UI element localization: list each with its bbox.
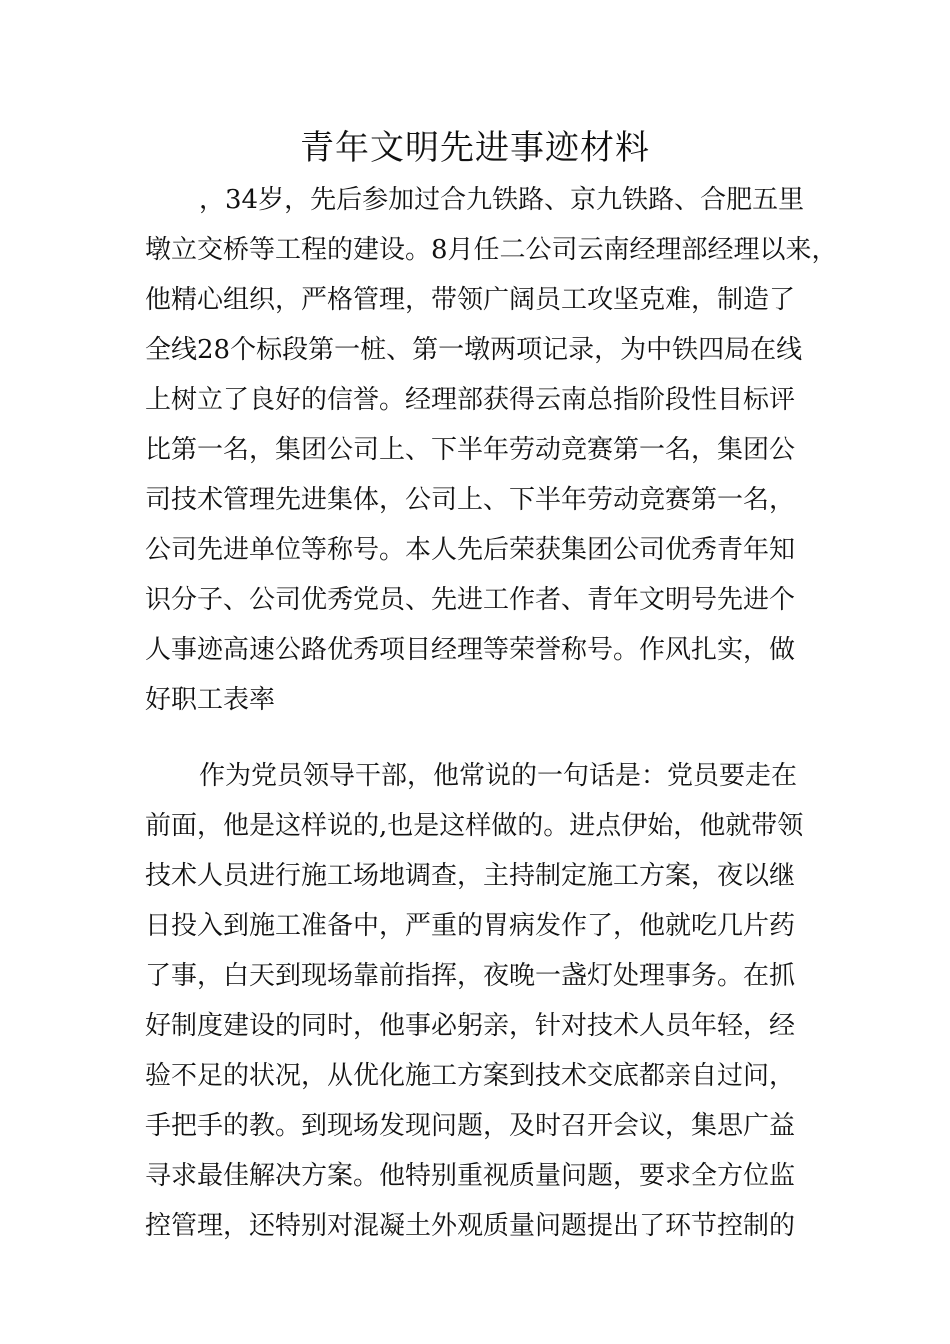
text-line: 墩立交桥等工程的建设。8月任二公司云南经理部经理以来， (145, 235, 838, 265)
text-line: 公司先进单位等称号。本人先后荣获集团公司优秀青年知 (145, 535, 796, 565)
text-line: 作为党员领导干部，他常说的一句话是：党员要走在 (199, 761, 798, 791)
text-line: 识分子、公司优秀党员、先进工作者、青年文明号先进个 (145, 585, 796, 615)
text-line: 了事，白天到现场靠前指挥，夜晚一盏灯处理事务。在抓 (145, 961, 796, 991)
paragraph-gap (145, 725, 825, 751)
text-line: 手把手的教。到现场发现问题，及时召开会议，集思广益 (145, 1111, 796, 1141)
document-body (145, 175, 838, 1251)
text-line: 上树立了良好的信誉。经理部获得云南总指阶段性目标评 (145, 385, 796, 415)
text-line: 日投入到施工准备中，严重的胃病发作了，他就吃几片药 (145, 911, 796, 941)
text-line: 司技术管理先进集体，公司上、下半年劳动竞赛第一名， (145, 485, 796, 515)
text-line: 人事迹高速公路优秀项目经理等荣誉称号。作风扎实，做 (145, 635, 796, 665)
text-line: 他精心组织，严格管理，带领广阔员工攻坚克难，制造了 (145, 285, 796, 315)
paragraph-2 (145, 751, 825, 1251)
text-line: 好制度建设的同时，他事必躬亲，针对技术人员年轻，经 (145, 1011, 796, 1041)
text-line: 前面，他是这样说的,也是这样做的。进点伊始，他就带领 (145, 811, 804, 841)
paragraph-1 (145, 175, 838, 725)
text-line: 寻求最佳解决方案。他特别重视质量问题，要求全方位监 (145, 1161, 796, 1191)
text-line: 技术人员进行施工场地调查，主持制定施工方案，夜以继 (145, 861, 796, 891)
text-line: 全线28个标段第一桩、第一墩两项记录，为中铁四局在线 (145, 335, 803, 365)
text-line: 好职工表率 (145, 685, 276, 715)
document-title: 青年文明先进事迹材料 (300, 128, 650, 168)
text-line: 验不足的状况，从优化施工方案到技术交底都亲自过问， (145, 1061, 796, 1091)
text-line: 控管理，还特别对混凝土外观质量问题提出了环节控制的 (145, 1211, 796, 1241)
text-line: 比第一名，集团公司上、下半年劳动竞赛第一名，集团公 (145, 435, 796, 465)
text-line: ，34岁，先后参加过合九铁路、京九铁路、合肥五里 (199, 185, 805, 215)
